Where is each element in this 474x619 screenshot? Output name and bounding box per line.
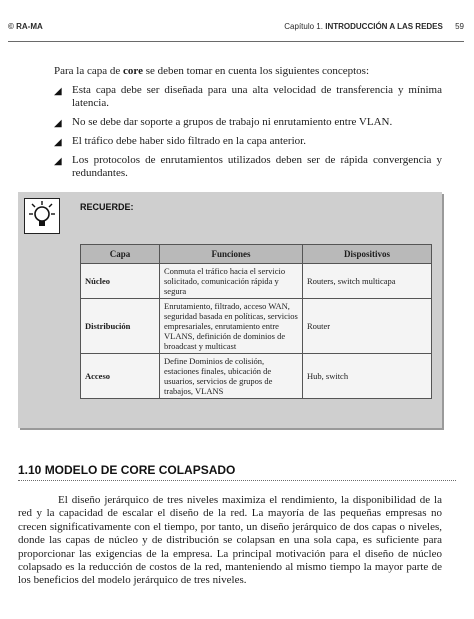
page-header [8, 22, 464, 38]
cell-dispositivos: Routers, switch multicapa [303, 264, 432, 299]
section-divider [18, 480, 456, 481]
concept-text: Esta capa debe ser diseñada para una alta velocidad de transferencia y mínima latencia. [72, 84, 442, 109]
column-header-capa: Capa [81, 245, 160, 264]
cell-funciones: Conmuta el tráfico hacia el servicio solicitado, comunicación rápida y segura [160, 264, 303, 299]
cell-capa: Acceso [81, 354, 160, 399]
table-row [81, 354, 432, 399]
publisher-mark: © RA-MA [8, 22, 43, 31]
concept-text: El tráfico debe haber sido filtrado en la capa anterior. [72, 135, 306, 147]
cell-dispositivos: Hub, switch [303, 354, 432, 399]
arrow-bullet-icon: ◢ [54, 137, 62, 148]
intro-bold-term: core [123, 65, 143, 77]
concept-text: No se debe dar soporte a grupos de trabajo ni enrutamiento entre VLAN. [72, 116, 393, 128]
concept-item [54, 135, 442, 148]
concept-text: Los protocolos de enrutamientos utilizados deben ser de rápida convergencia y redundantes. [72, 154, 442, 179]
section-heading: 1.10 MODELO DE CORE COLAPSADO [18, 463, 236, 477]
cell-dispositivos: Router [303, 299, 432, 354]
running-head [284, 22, 464, 31]
recuerde-label: RECUERDE: [80, 202, 134, 212]
column-header-funciones: Funciones [160, 245, 303, 264]
arrow-bullet-icon: ◢ [54, 118, 62, 129]
concept-item [54, 154, 442, 180]
page-number: 59 [455, 22, 464, 31]
concept-item [54, 116, 442, 129]
layers-table [80, 244, 432, 399]
table-row [81, 299, 432, 354]
concept-list [54, 84, 442, 186]
intro-text-after: se deben tomar en cuenta los siguientes conceptos: [142, 65, 370, 77]
cell-capa: Distribución [81, 299, 160, 354]
concept-item [54, 84, 442, 110]
cell-funciones: Define Dominios de colisión, estaciones finales, ubicación de usuarios, servicios de grupos de trabajos, VLANS [160, 354, 303, 399]
cell-capa: Núcleo [81, 264, 160, 299]
chapter-prefix: Capítulo 1. [284, 22, 323, 31]
column-header-dispositivos: Dispositivos [303, 245, 432, 264]
chapter-title: INTRODUCCIÓN A LAS REDES [325, 22, 443, 31]
cell-funciones: Enrutamiento, filtrado, acceso WAN, seguridad basada en políticas, servicios empresariales, enrutamiento entre VLANS, definición de dominios de broadcast y multicast [160, 299, 303, 354]
arrow-bullet-icon: ◢ [54, 86, 62, 97]
arrow-bullet-icon: ◢ [54, 156, 62, 167]
table-header-row [81, 245, 432, 264]
intro-text-before: Para la capa de [54, 65, 124, 77]
intro-paragraph [54, 64, 442, 78]
recuerde-box [18, 192, 442, 428]
lightbulb-icon [24, 198, 60, 234]
table-row [81, 264, 432, 299]
header-divider [8, 41, 464, 42]
body-paragraph: El diseño jerárquico de tres niveles maximiza el rendimiento, la disponibilidad de la red y la capacidad de escalar el diseño de la red. La mayoría de las pequeñas empresas no crecen significativamente con el tiempo, por tanto, un diseño jerárquico de dos capas o niveles, donde las capas de núcleo y de distribución se colapsan en una sola capa, es suficiente para proporcionar las exigencias de la empresa. La principal motivación para el diseño de núcleo colapsado es la reducción de costos de la red, manteniendo al mismo tiempo la mayor parte de los beneficios del modelo jerárquico de tres niveles. [18, 494, 442, 587]
